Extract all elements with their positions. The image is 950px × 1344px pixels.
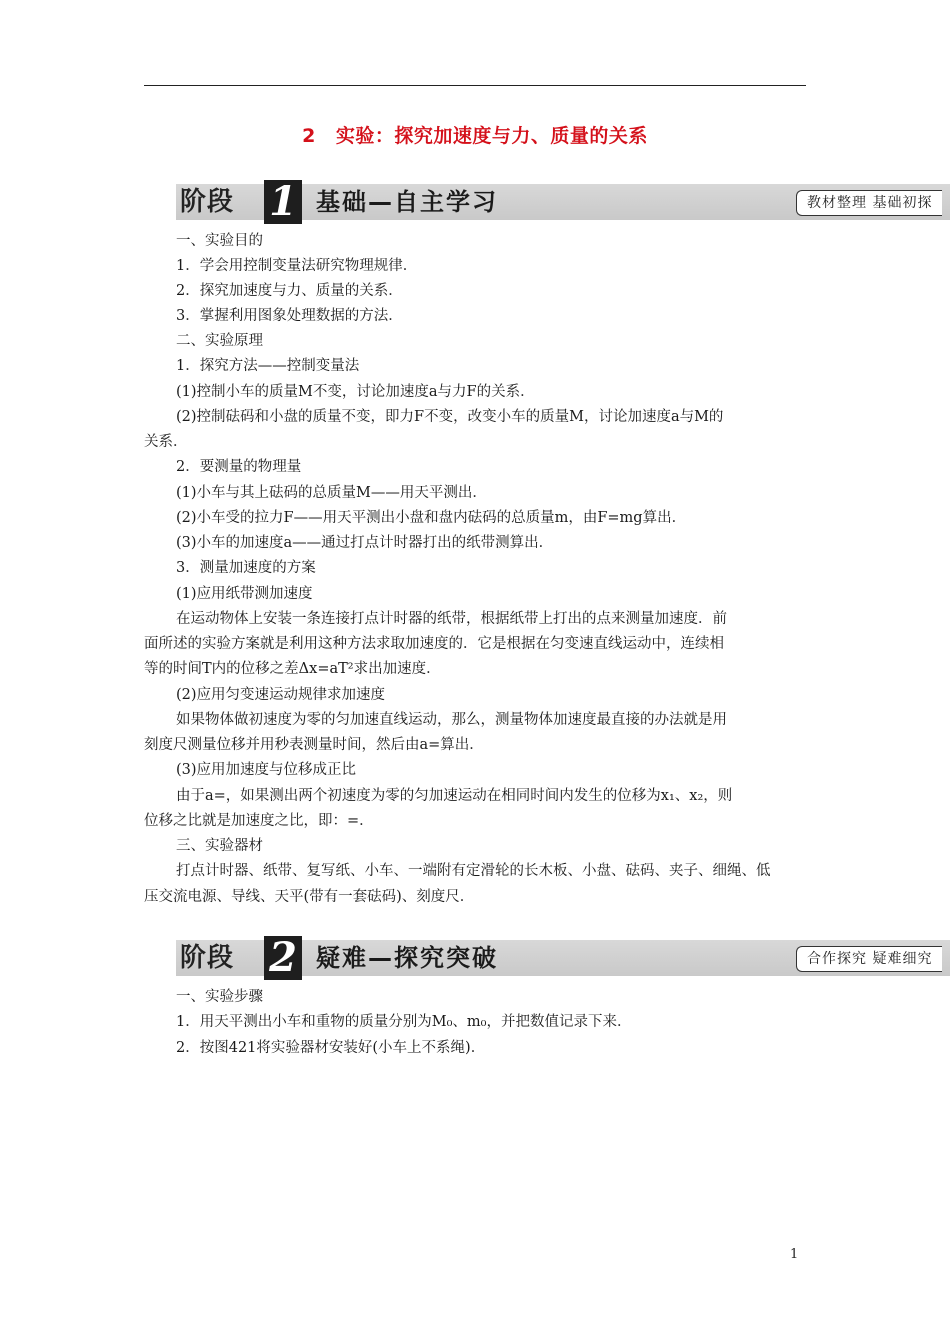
text-line: 二、实验原理 xyxy=(176,333,263,349)
stage-label: 阶段 xyxy=(180,943,235,973)
text-line: 等的时间T内的位移之差Δx=aT²求出加速度． xyxy=(144,661,441,677)
header-rule xyxy=(144,85,806,86)
text-line: (2)应用匀变速运动规律求加速度 xyxy=(176,687,386,703)
text-line: (1)控制小车的质量M不变，讨论加速度a与力F的关系． xyxy=(176,384,535,400)
text-line: (2)控制砝码和小盘的质量不变，即力F不变，改变小车的质量M，讨论加速度a与M的 xyxy=(176,409,724,425)
banner-tag: 教材整理 基础初探 xyxy=(796,190,942,216)
text-line: (1)小车与其上砝码的总质量M——用天平测出． xyxy=(176,485,487,501)
text-line: 由于a=，如果测出两个初速度为零的匀加速运动在相同时间内发生的位移为x₁、x₂，则 xyxy=(176,788,733,804)
text-line: 刻度尺测量位移并用秒表测量时间，然后由a=算出． xyxy=(144,737,484,753)
page-number: 1 xyxy=(790,1247,799,1262)
text-line: 位移之比就是加速度之比，即：=． xyxy=(144,813,374,829)
text-line: 2．按图421将实验器材安装好(小车上不系绳)． xyxy=(176,1040,486,1056)
text-line: 2．探究加速度与力、质量的关系． xyxy=(176,283,403,299)
stage-label: 阶段 xyxy=(180,187,235,217)
text-line: 面所述的实验方案就是利用这种方法求取加速度的．它是根据在匀变速直线运动中，连续相 xyxy=(144,636,724,652)
stage-number-box xyxy=(264,936,302,980)
text-line: 在运动物体上安装一条连接打点计时器的纸带，根据纸带上打出的点来测量加速度．前 xyxy=(176,611,727,627)
text-line: (2)小车受的拉力F——用天平测出小盘和盘内砝码的总质量m，由F=mg算出． xyxy=(176,510,687,526)
text-line: 3．掌握利用图象处理数据的方法． xyxy=(176,308,403,324)
text-line: 1．用天平测出小车和重物的质量分别为M₀、m₀，并把数值记录下来． xyxy=(176,1014,632,1030)
text-line: 压交流电源、导线、天平(带有一套砝码)、刻度尺． xyxy=(144,889,475,905)
text-line: 如果物体做初速度为零的匀加速直线运动，那么，测量物体加速度最直接的办法就是用 xyxy=(176,712,727,728)
text-line: 3．测量加速度的方案 xyxy=(176,560,316,576)
text-line: (3)小车的加速度a——通过打点计时器打出的纸带测算出． xyxy=(176,535,554,551)
text-line: 一、实验目的 xyxy=(176,233,263,249)
text-line: (1)应用纸带测加速度 xyxy=(176,586,313,602)
text-line: (3)应用加速度与位移成正比 xyxy=(176,762,357,778)
stage-1-banner xyxy=(176,180,950,224)
text-line: 1．学会用控制变量法研究物理规律． xyxy=(176,258,418,274)
stage-number-box xyxy=(264,180,302,224)
page-title xyxy=(0,121,950,148)
text-line: 关系． xyxy=(144,434,188,450)
banner-tag: 合作探究 疑难细究 xyxy=(796,946,942,972)
text-line: 2．要测量的物理量 xyxy=(176,459,302,475)
title-number: 2 xyxy=(302,125,316,147)
banner-title: 基础—自主学习 xyxy=(316,188,498,216)
banner-title: 疑难—探究突破 xyxy=(316,944,498,972)
stage-2-banner xyxy=(176,936,950,980)
stage-number: 2 xyxy=(269,936,297,980)
text-line: 1．探究方法——控制变量法 xyxy=(176,358,360,374)
stage-number: 1 xyxy=(269,180,297,224)
text-line: 一、实验步骤 xyxy=(176,989,263,1005)
text-line: 打点计时器、纸带、复写纸、小车、一端附有定滑轮的长木板、小盘、砝码、夹子、细绳、低 xyxy=(176,863,771,879)
text-line: 三、实验器材 xyxy=(176,838,263,854)
title-text: 实验：探究加速度与力、质量的关系 xyxy=(335,125,648,147)
